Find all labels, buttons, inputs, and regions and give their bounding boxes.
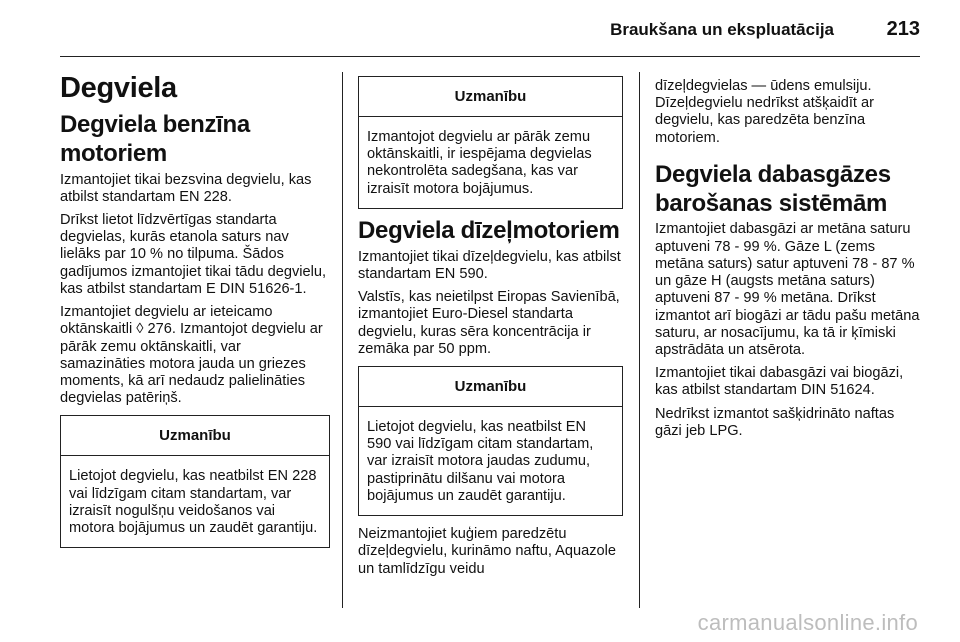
column-3 (655, 64, 923, 446)
notice-box (358, 366, 623, 516)
paragraph: dīzeļdegvielas — ūdens emulsiju. Dīzeļdegvielu nedrīkst atšķaidīt ar degvielu, kas paredzēta benzīna motoriem. (655, 78, 875, 146)
paragraph: Neizmantojiet kuģiem paredzētu dīzeļdegvielu, kurināmo naftu, Aquazole un tamlīdzīgu veidu (358, 526, 616, 577)
notice-title: Uzmanību (359, 367, 622, 407)
paragraph: Drīkst lietot līdzvērtīgas standarta degvielas, kurās etanola saturs nav lielāks par 10 % no tilpuma. Šādos gadījumos izmantojiet tikai tādu degvielu, kas atbilst standartam E DIN 51626-1. (60, 212, 327, 297)
notice-box (60, 415, 330, 548)
paragraph: Izmantojiet tikai bezsvina degvielu, kas atbilst standartam EN 228. (60, 171, 312, 205)
chapter-title: Degviela (60, 72, 177, 104)
paragraph: Nedrīkst izmantot sašķidrināto naftas gāzi jeb LPG. (655, 405, 895, 439)
page-number: 213 (886, 18, 920, 40)
column-divider-2 (639, 72, 640, 608)
section-title-petrol: Degviela benzīna motoriem (60, 111, 250, 167)
watermark-text: carmanualsonline.info (697, 610, 918, 635)
paragraph: Izmantojiet tikai dabasgāzi vai biogāzi, kas atbilst standartam DIN 51624. (655, 365, 904, 399)
notice-title: Uzmanību (61, 416, 329, 456)
paragraph: Izmantojiet dabasgāzi ar metāna saturu aptuveni 78 - 99 %. Gāze L (zems metāna saturs) satur aptuveni 78 - 87 % un gāze H (augsts metāna saturs) aptuveni 87 - 99 % metāna. Drīkst izmantot arī biogāzi ar tādu pašu metāna saturu, ar nosacījumu, ka tā ir ķīmiski apstrādāta un atsērota. (655, 221, 920, 358)
section-title-diesel: Degviela dīzeļmotoriem (358, 216, 620, 244)
header-rule (60, 56, 920, 57)
notice-box (358, 76, 623, 209)
paragraph: Izmantojiet tikai dīzeļdegvielu, kas atbilst standartam EN 590. (358, 248, 621, 282)
column-1 (60, 64, 330, 556)
running-header-title: Braukšana un ekspluatācija (610, 20, 834, 39)
notice-text: Lietojot degvielu, kas neatbilst EN 590 vai līdzīgam citam standartam, var izraisīt motora jaudas zudumu, pastiprinātu dilšanu vai motora bojājumus un zaudēt garantiju. (367, 418, 594, 504)
notice-text: Lietojot degvielu, kas neatbilst EN 228 vai līdzīgam citam standartam, var izraisīt nogulšņu veidošanos vai motora bojājumus un zaudēt garantiju. (69, 468, 318, 537)
column-2 (358, 64, 623, 584)
section-title-natural-gas: Degviela dabasgāzes barošanas sistēmām (655, 160, 891, 217)
notice-title: Uzmanību (359, 77, 622, 117)
notice-text: Izmantojot degvielu ar pārāk zemu oktānskaitli, ir iespējama degvielas nekontrolēta sadegšana, kas var izraisīt motora bojājumus. (367, 129, 592, 197)
paragraph: Valstīs, kas neietilpst Eiropas Savienībā, izmantojiet Euro-Diesel standarta degvielu, kuras sēra koncentrācija ir zemāka par 50 ppm. (358, 289, 620, 357)
paragraph: Izmantojiet degvielu ar ieteicamo oktānskaitli ◊ 276. Izmantojot degvielu ar pārāk zemu oktānskaitli, var samazināties motora jauda un griezes moments, kā arī nedaudz palielināties degvielas patēriņš. (60, 304, 323, 407)
column-divider-1 (342, 72, 343, 608)
